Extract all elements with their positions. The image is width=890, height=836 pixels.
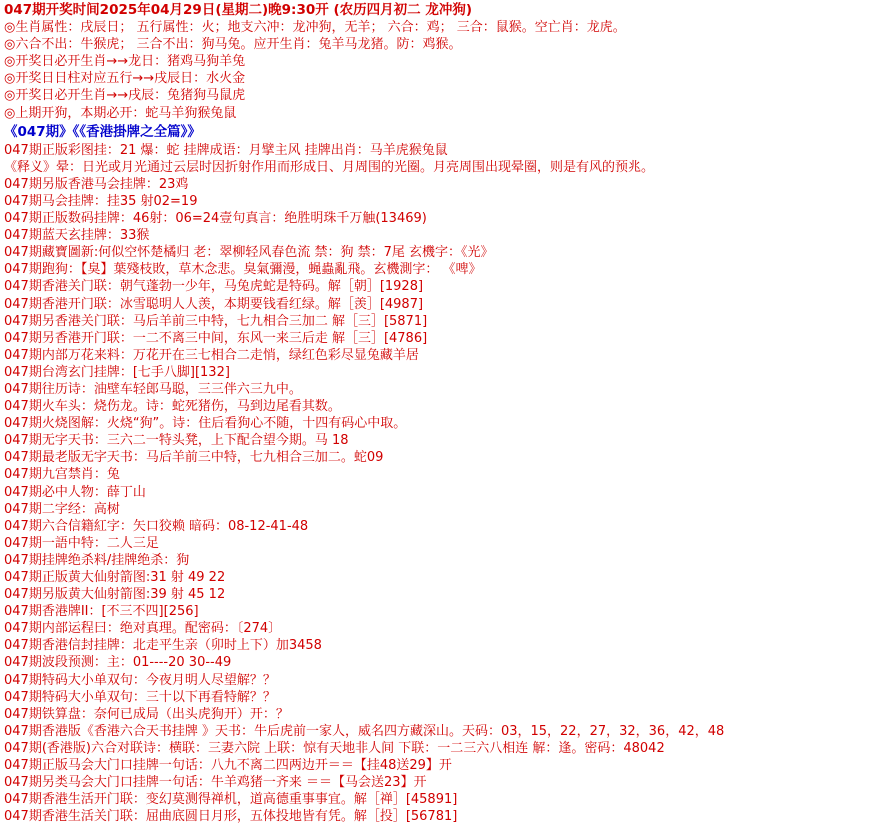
- content-row: 047期香港关门联：朝气蓬勃一少年，马兔虎蛇是特码。解［朝］[1928]: [4, 279, 424, 295]
- content-row: 047期另类马会大门口挂牌一句话：牛羊鸡猪一齐来 ＝＝【马会送23】开: [4, 775, 427, 791]
- content-row: 047期台湾玄门挂牌：[七手八脚][132]: [4, 364, 230, 380]
- content-row: 047期香港版《香港六合天书挂牌 》天书：牛后虎前一家人，威名四方藏深山。天码：03，15，22，27，32，36，42，48: [4, 723, 725, 739]
- content-row: 047期内部运程曰：绝对真理。配密码：〔274〕: [4, 621, 282, 637]
- content-row: 047期香港开门联：冰雪聪明人人羡，本期要钱看红绿。解［羡］[4987]: [4, 296, 424, 312]
- draw-time-header: 047期开奖时间2025年04月29日(星期二)晚9:30开 (农历四月初二 龙冲狗): [4, 2, 472, 18]
- content-row: 047期必中人物：薛丁山: [4, 484, 146, 500]
- content-row: 047期正版彩图挂：21 爆：蛇 挂牌成语：月擘主风 挂牌出肖：马羊虎猴兔鼠: [4, 142, 448, 158]
- content-row: 047期另版黄大仙射箭图:39 射 45 12: [4, 587, 226, 603]
- content-row: 047期正版马会大门口挂牌一句话：八九不离二四两边开＝＝【挂48送29】开: [4, 758, 452, 774]
- content-rows: [4, 142, 886, 826]
- attribute-line: ◎生肖属性：戌辰日； 五行属性：火；地支六冲：龙冲狗，无羊； 六合：鸡； 三合：鼠猴。空亡肖：龙虎。: [4, 20, 626, 36]
- content-row: 047期一語中特：二人三足: [4, 535, 159, 551]
- content-row: 047期波段预测：主：01----20 30--49: [4, 655, 232, 671]
- content-row: 047期九宫禁肖：兔: [4, 467, 120, 483]
- content-row: 047期另香港关门联：马后羊前三中特，七九相合三加二 解［三］[5871]: [4, 313, 428, 329]
- content-row: 047期马会挂牌：挂35 射02=19: [4, 193, 198, 209]
- attribute-line: ◎开奖日必开生肖→→龙日：猪鸡马狗羊兔: [4, 54, 246, 70]
- content-row: 047期香港生活关门联：屈曲底圆日月形，五体投地皆有凭。解［投］[56781]: [4, 809, 458, 825]
- content-row: 047期藏寶圖新:何似空怀楚橘归 老：翠柳轻风春色流 禁：狗 禁：7尾 玄機字：《光》: [4, 245, 494, 261]
- content-row: 047期二字经：高树: [4, 501, 120, 517]
- content-row: 047期(香港版)六合对联诗：横联：三妻六院 上联：惊有天地非人间 下联：一二三六八相连 解：逢。密码：48042: [4, 740, 665, 756]
- content-row: 047期特码大小单双句：今夜月明人尽望解？？: [4, 672, 276, 688]
- content-row: 047期往历诗：油壁车轻郎马聪，三三伴六三九中。: [4, 381, 302, 397]
- content-row: 047期铁算盘：奈何已成局（出头虎狗开）开：？: [4, 706, 289, 722]
- attribute-line: ◎开奖日日柱对应五行→→戌辰日：水火金: [4, 71, 246, 87]
- content-row: 047期蓝天玄挂牌：33猴: [4, 228, 150, 244]
- content-row: 《释义》晕：日光或月光通过云层时因折射作用而形成日、月周围的光圈。月亮周围出现晕圈，则是有风的预兆。: [4, 159, 655, 175]
- content-row: 047期火车头：烧伤龙。诗：蛇死猪伤，马到边尾看其数。: [4, 399, 341, 415]
- content-row: 047期特码大小单双句：三十以下再看特解？？: [4, 689, 276, 705]
- content-row: 047期另版香港马会挂牌：23鸡: [4, 176, 189, 192]
- content-row: 047期内部万花来料：万花开在三七相合二走悄，绿红色彩尽显兔藏羊居: [4, 347, 419, 363]
- content-row: 047期最老版无字天书：马后羊前三中特，七九相合三加二。蛇09: [4, 450, 384, 466]
- content-row: 047期六合信籍紅字：矢口狡赖 暗码：08-12-41-48: [4, 518, 309, 534]
- content-row: 047期香港信封挂牌：北走平生亲（卯时上下）加3458: [4, 638, 322, 654]
- attribute-line: ◎上期开狗，本期必开：蛇马羊狗猴兔鼠: [4, 105, 237, 121]
- content-row: 047期正版数码挂牌：46射：06=24壹句真言：绝胜明珠千万触(13469): [4, 211, 427, 227]
- content-row: 047期跑狗：【臭】葉殘枝敗，草木念悲。臭氣彌漫，蝇蟲亂飛。玄機測字： 《啤》: [4, 262, 482, 278]
- content-row: 047期火烧图解：火烧“狗”。诗：住后看狗心不随，十四有码心中取。: [4, 416, 407, 432]
- attributes-block: [4, 19, 886, 122]
- content-row: 047期无字天书：三六二一特头凳，上下配合望今期。马 18: [4, 433, 349, 449]
- content-row: 047期香港生活开门联：变幻莫测得禅机，道高德重事事宜。解［禅］[45891]: [4, 792, 458, 808]
- attribute-line: ◎六合不出：牛猴虎； 三合不出：狗马兔。应开生肖：兔羊马龙猪。防：鸡猴。: [4, 37, 462, 53]
- content-row: 047期另香港开门联：一二不离三中间，东风一来三后走 解［三］[4786]: [4, 330, 428, 346]
- content-row: 047期挂牌绝杀料/挂牌绝杀：狗: [4, 552, 190, 568]
- section-title: 《047期》《《香港掛牌之全篇》》: [4, 123, 201, 140]
- content-row: 047期香港牌ⅠⅠ：[不三不四][256]: [4, 604, 199, 620]
- attribute-line: ◎开奖日必开生肖→→戌辰：兔猪狗马鼠虎: [4, 88, 246, 104]
- content-row: 047期正版黄大仙射箭图:31 射 49 22: [4, 570, 226, 585]
